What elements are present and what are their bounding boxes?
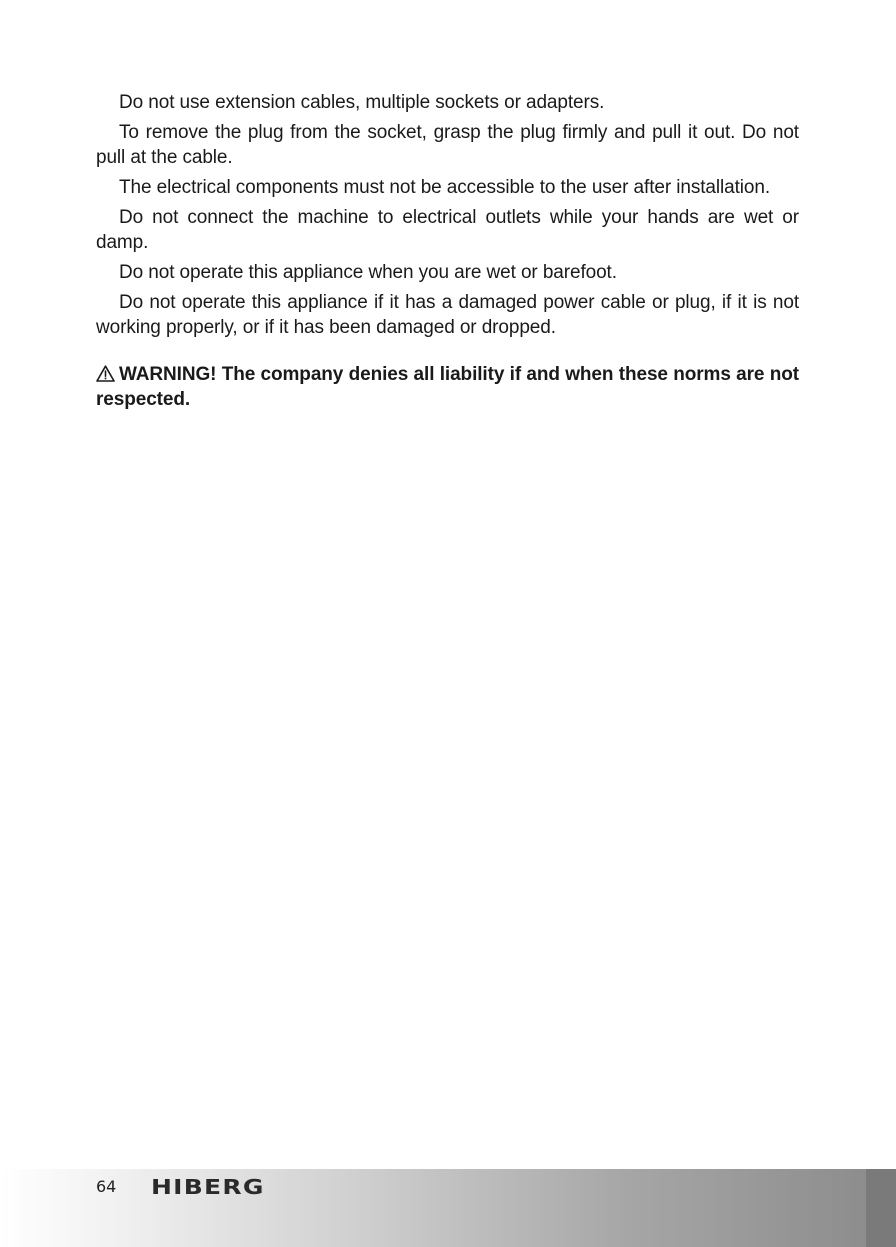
paragraph-wet-hands: Do not connect the machine to electrical outlets while your hands are wet or damp. (96, 207, 799, 253)
paragraph-wet-barefoot: Do not operate this appliance when you are wet or barefoot. (119, 262, 617, 283)
paragraph-damaged-appliance: Do not operate this appliance if it has a damaged power cable or plug, if it is not working properly, or if it has been damaged or dropped. (96, 292, 799, 338)
page-content (96, 90, 799, 412)
warning-notice (96, 362, 799, 412)
warning-triangle-icon (96, 364, 115, 381)
footer-edge-tab (866, 1169, 896, 1247)
warning-text: WARNING! The company denies all liability if and when these norms are not respected. (96, 364, 799, 410)
page-number: 64 (96, 1177, 117, 1196)
paragraph-remove-plug: To remove the plug from the socket, grasp the plug firmly and pull it out. Do not pull at the cable. (96, 122, 799, 168)
paragraph-extension-cables: Do not use extension cables, multiple sockets or adapters. (119, 92, 605, 113)
brand-logo: HIBERG (151, 1175, 265, 1199)
paragraph-electrical-components: The electrical components must not be accessible to the user after installation. (119, 177, 771, 198)
page-footer (0, 1169, 896, 1247)
